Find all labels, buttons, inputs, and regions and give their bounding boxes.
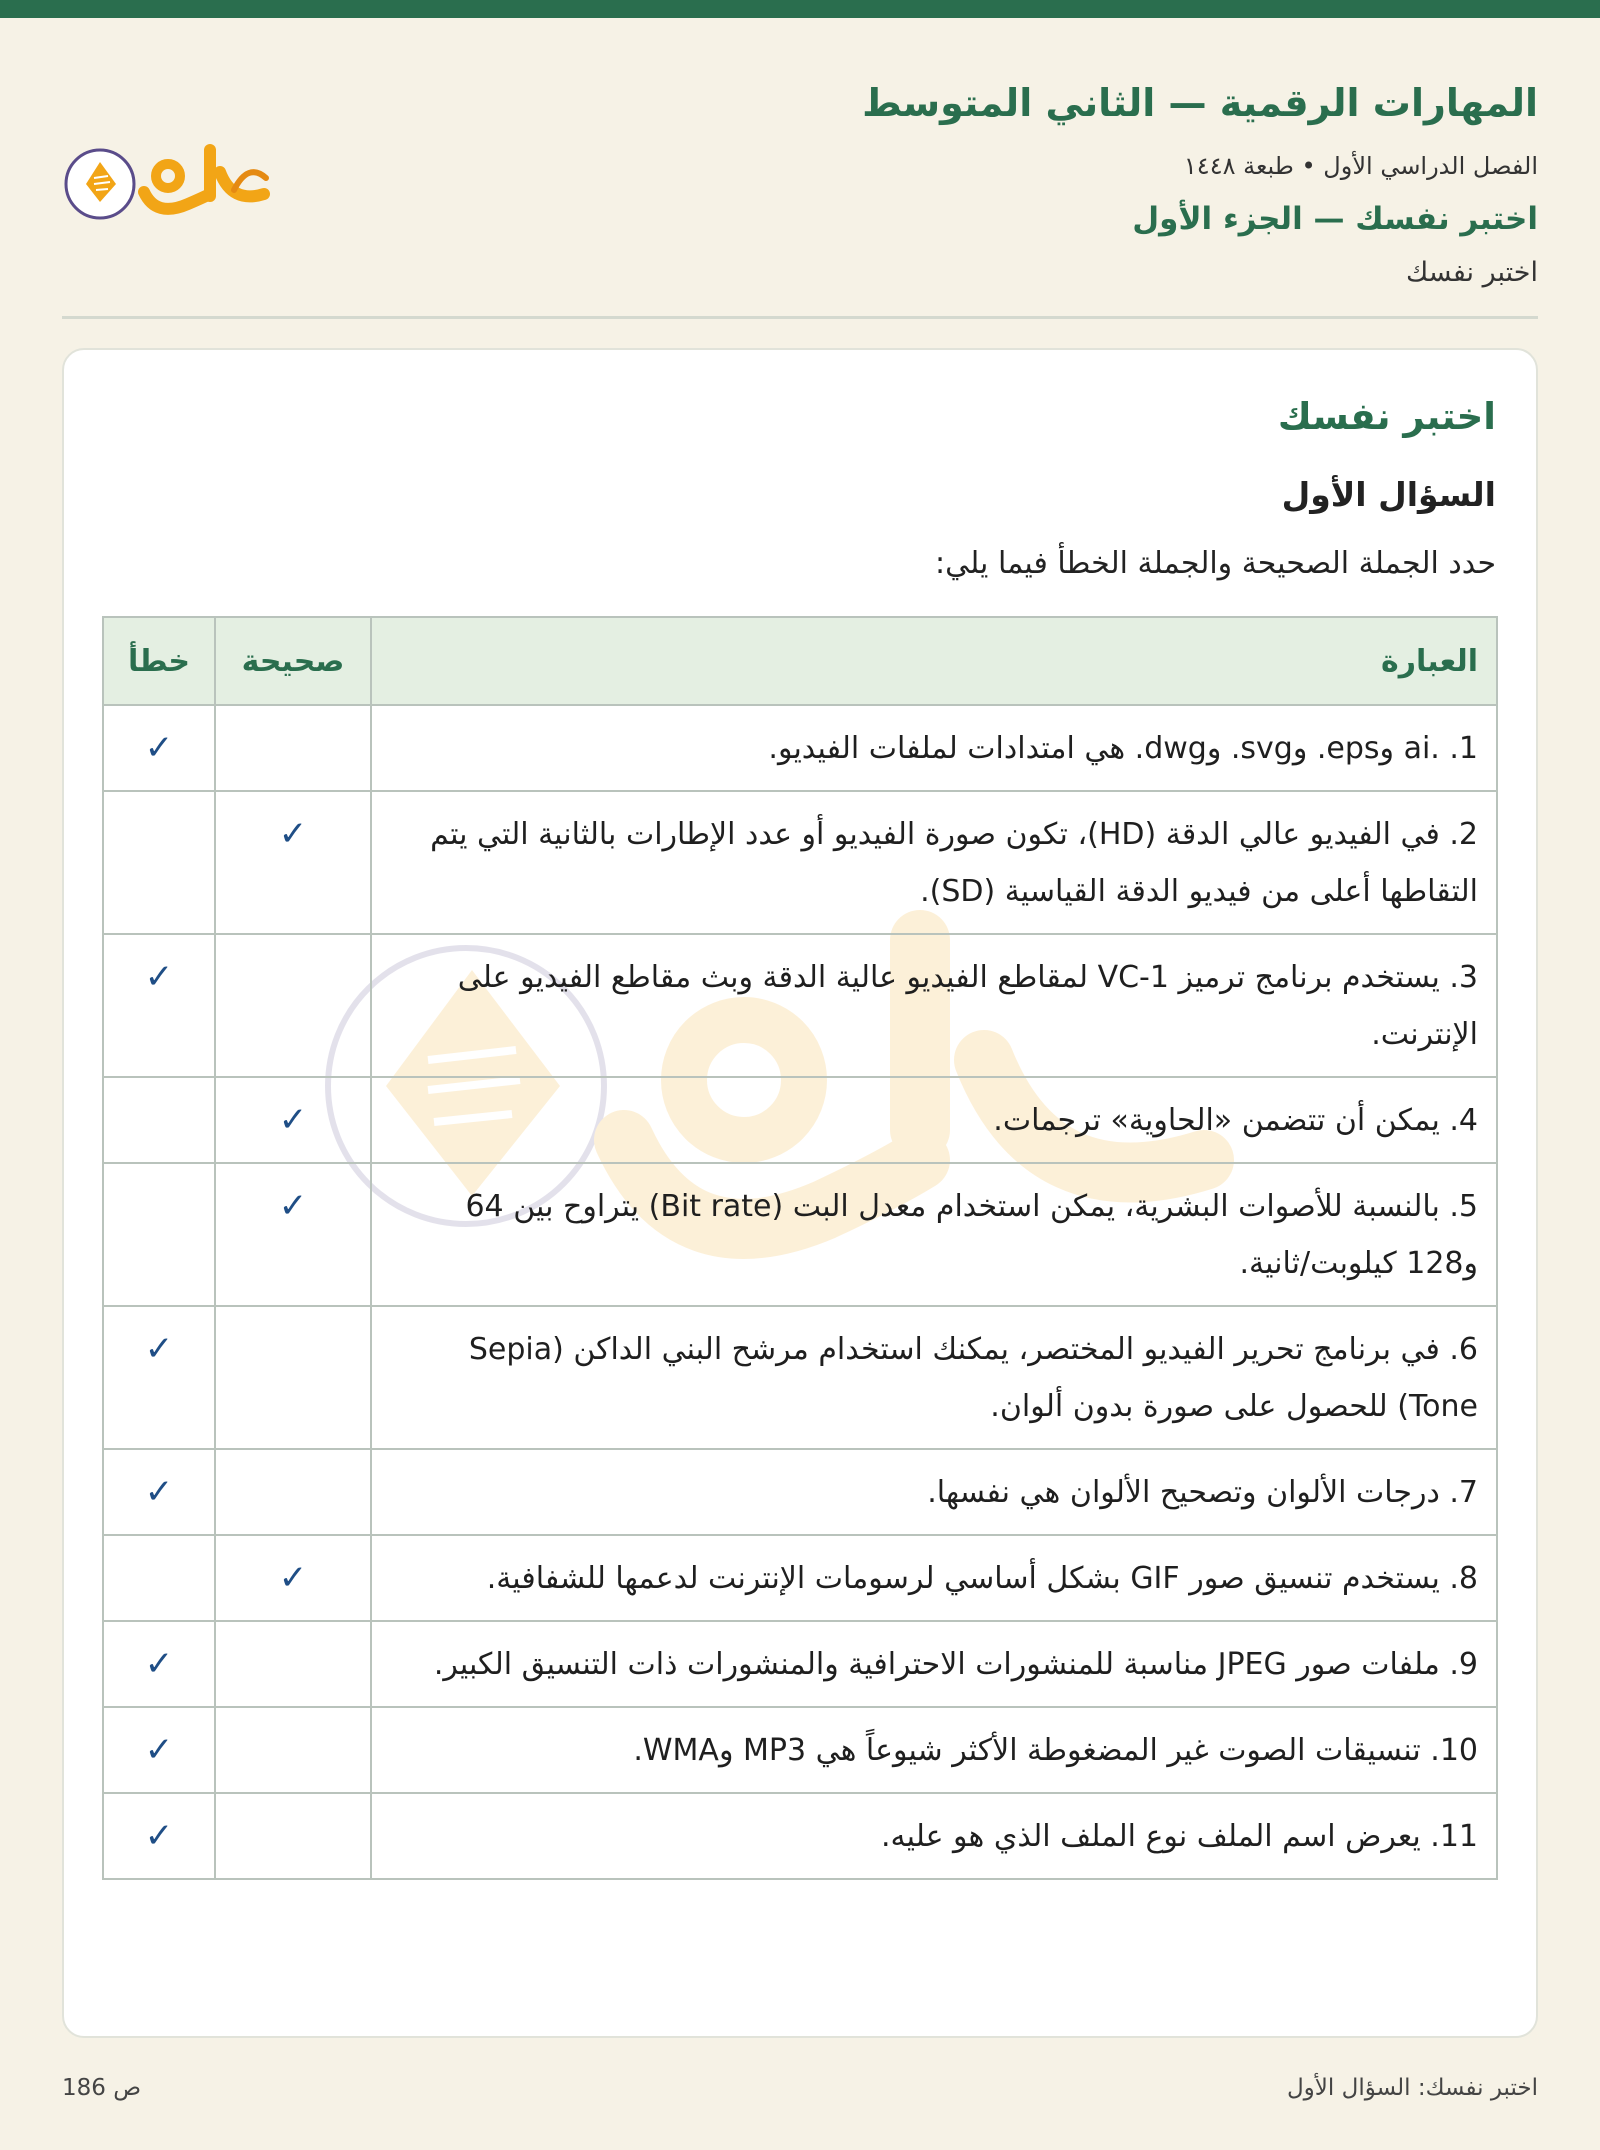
false-cell[interactable] xyxy=(103,791,215,934)
table-row xyxy=(103,1306,1497,1449)
false-cell[interactable] xyxy=(103,1621,215,1707)
false-cell[interactable] xyxy=(103,1163,215,1306)
statement-cell: 5. بالنسبة للأصوات البشرية، يمكن استخدام معدل البت (Bit rate) يتراوح بين 64 و128 كيلوبت/ثانية. xyxy=(371,1163,1497,1306)
table-row xyxy=(103,1077,1497,1163)
false-cell[interactable] xyxy=(103,1793,215,1879)
false-cell[interactable] xyxy=(103,1535,215,1621)
footer-page-number: ص 186 xyxy=(62,2075,142,2101)
table-row xyxy=(103,791,1497,934)
header-true: صحيحة xyxy=(215,617,371,705)
table-row xyxy=(103,705,1497,791)
table-row xyxy=(103,934,1497,1077)
section-title: اختبر نفسك — الجزء الأول xyxy=(1132,201,1538,237)
statement-cell: 10. تنسيقات الصوت غير المضغوطة الأكثر شيوعاً هي MP3 وWMA. xyxy=(371,1707,1497,1793)
table-row xyxy=(103,1449,1497,1535)
hulul-logo-icon xyxy=(60,132,280,228)
statement-cell: 1. .ai وeps. وsvg. وdwg. هي امتدادات لملفات الفيديو. xyxy=(371,705,1497,791)
question-title: السؤال الأول xyxy=(1281,475,1496,514)
true-cell[interactable] xyxy=(215,1163,371,1306)
edition-label: الفصل الدراسي الأول • طبعة ١٤٤٨ xyxy=(1183,152,1538,180)
page-header xyxy=(338,78,1538,292)
table-row xyxy=(103,1707,1497,1793)
card-title: اختبر نفسك xyxy=(1277,395,1496,438)
true-cell[interactable] xyxy=(215,1306,371,1449)
check-mark-icon: ✓ xyxy=(144,1329,174,1369)
book-title: المهارات الرقمية — الثاني المتوسط xyxy=(862,81,1538,125)
statement-cell: 3. يستخدم برنامج ترميز VC-1 لمقاطع الفيديو عالية الدقة وبث مقاطع الفيديو على الإنترنت. xyxy=(371,934,1497,1077)
false-cell[interactable] xyxy=(103,1306,215,1449)
true-cell[interactable] xyxy=(215,1535,371,1621)
statement-cell: 7. درجات الألوان وتصحيح الألوان هي نفسها. xyxy=(371,1449,1497,1535)
check-mark-icon: ✓ xyxy=(278,1186,308,1226)
statement-cell: 9. ملفات صور JPEG مناسبة للمنشورات الاحترافية والمنشورات ذات التنسيق الكبير. xyxy=(371,1621,1497,1707)
question-instruction: حدد الجملة الصحيحة والجملة الخطأ فيما يلي: xyxy=(935,546,1496,581)
statement-cell: 11. يعرض اسم الملف نوع الملف الذي هو عليه. xyxy=(371,1793,1497,1879)
top-accent-bar xyxy=(0,0,1600,18)
true-cell[interactable] xyxy=(215,1449,371,1535)
statement-cell: 6. في برنامج تحرير الفيديو المختصر، يمكنك استخدام مرشح البني الداكن (Sepia Tone) للحصول على صورة بدون ألوان. xyxy=(371,1306,1497,1449)
true-cell[interactable] xyxy=(215,1077,371,1163)
check-mark-icon: ✓ xyxy=(278,814,308,854)
check-mark-icon: ✓ xyxy=(278,1558,308,1598)
breadcrumb: اختبر نفسك xyxy=(1406,257,1538,288)
true-cell[interactable] xyxy=(215,705,371,791)
check-mark-icon: ✓ xyxy=(144,1644,174,1684)
table-header-row xyxy=(103,617,1497,705)
table-body xyxy=(103,705,1497,1879)
check-mark-icon: ✓ xyxy=(144,1816,174,1856)
header-false: خطأ xyxy=(103,617,215,705)
header-divider xyxy=(62,316,1538,319)
true-false-table xyxy=(102,616,1498,1880)
hulul-logo xyxy=(60,132,280,228)
check-mark-icon: ✓ xyxy=(144,957,174,997)
false-cell[interactable] xyxy=(103,934,215,1077)
check-mark-icon: ✓ xyxy=(278,1100,308,1140)
statement-cell: 8. يستخدم تنسيق صور GIF بشكل أساسي لرسومات الإنترنت لدعمها للشفافية. xyxy=(371,1535,1497,1621)
check-mark-icon: ✓ xyxy=(144,728,174,768)
table-row xyxy=(103,1163,1497,1306)
check-mark-icon: ✓ xyxy=(144,1472,174,1512)
table-row xyxy=(103,1535,1497,1621)
footer-section-label: اختبر نفسك: السؤال الأول xyxy=(1286,2075,1538,2101)
true-cell[interactable] xyxy=(215,1621,371,1707)
true-cell[interactable] xyxy=(215,1707,371,1793)
header-statement: العبارة xyxy=(371,617,1497,705)
table-row xyxy=(103,1793,1497,1879)
true-cell[interactable] xyxy=(215,791,371,934)
false-cell[interactable] xyxy=(103,705,215,791)
quiz-card xyxy=(62,348,1538,2038)
true-cell[interactable] xyxy=(215,1793,371,1879)
statement-cell: 4. يمكن أن تتضمن «الحاوية» ترجمات. xyxy=(371,1077,1497,1163)
true-cell[interactable] xyxy=(215,934,371,1077)
statement-cell: 2. في الفيديو عالي الدقة (HD)، تكون صورة الفيديو أو عدد الإطارات بالثانية التي يتم التقاطها أعلى من فيديو الدقة القياسية (SD). xyxy=(371,791,1497,934)
false-cell[interactable] xyxy=(103,1449,215,1535)
false-cell[interactable] xyxy=(103,1707,215,1793)
false-cell[interactable] xyxy=(103,1077,215,1163)
check-mark-icon: ✓ xyxy=(144,1730,174,1770)
table-row xyxy=(103,1621,1497,1707)
